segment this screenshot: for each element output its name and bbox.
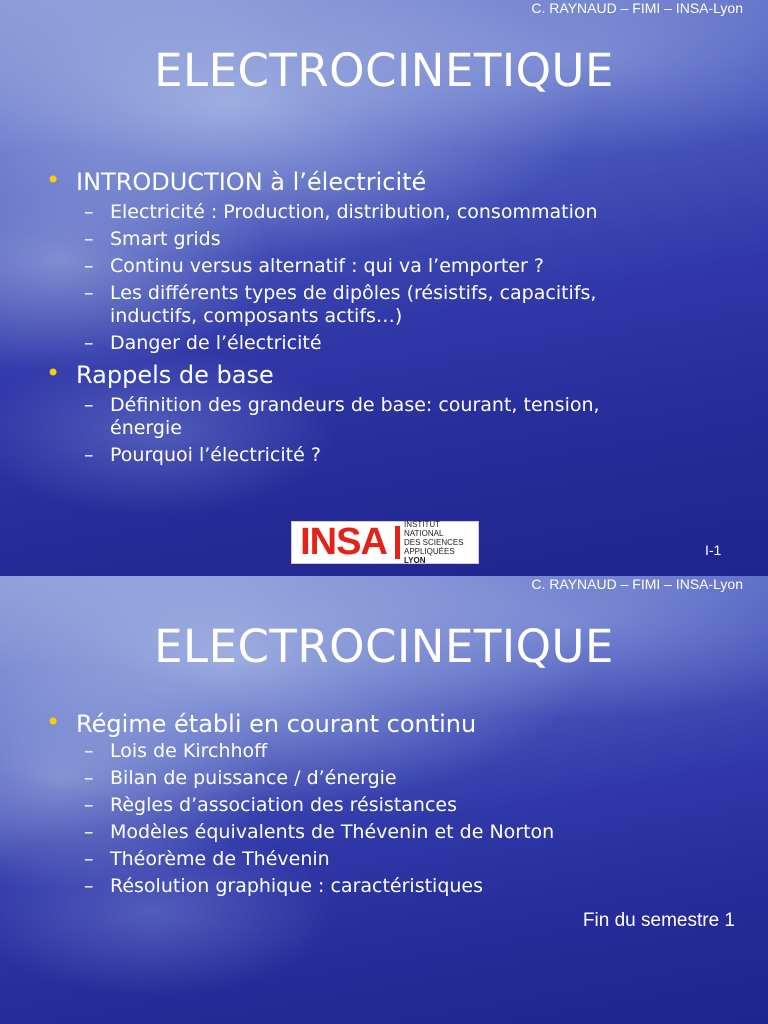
logo-mark: INSA: [292, 522, 395, 563]
list-item: – Modèles équivalents de Thévenin et de Norton: [84, 821, 555, 843]
dash-icon: –: [84, 740, 94, 762]
list-item: – Règles d’association des résistances: [84, 794, 457, 816]
bullet-icon: •: [46, 708, 61, 736]
dash-icon: –: [84, 394, 94, 416]
list-item: – Danger de l’électricité: [84, 332, 322, 354]
dash-icon: –: [84, 794, 94, 816]
section-heading: • Rappels de base: [46, 359, 274, 389]
list-item: – Lois de Kirchhoff: [84, 740, 268, 762]
logo-text: INSTITUT NATIONAL DES SCIENCES APPLIQUÉES LYON: [404, 520, 464, 565]
bullet-icon: •: [46, 166, 61, 194]
list-item: – Continu versus alternatif : qui va l’emporter ?: [84, 255, 544, 277]
list-item: – Pourquoi l’électricité ?: [84, 444, 321, 466]
list-item-continuation: énergie: [110, 417, 182, 439]
dash-icon: –: [84, 282, 94, 304]
slide-body: [46, 710, 728, 898]
logo-bar: [395, 526, 400, 559]
header-credit: C. RAYNAUD – FIMI – INSA-Lyon: [531, 0, 743, 16]
bullet-icon: •: [46, 359, 61, 387]
dash-icon: –: [84, 201, 94, 223]
dash-icon: –: [84, 767, 94, 789]
slide-title: ELECTROCINETIQUE: [154, 44, 614, 97]
list-item: – Définition des grandeurs de base: courant, tension,: [84, 394, 600, 416]
dash-icon: –: [84, 821, 94, 843]
list-item: – Résolution graphique : caractéristiques: [84, 875, 484, 897]
list-item: – Théorème de Thévenin: [84, 848, 330, 870]
dash-icon: –: [84, 228, 94, 250]
insa-logo: [291, 521, 479, 564]
section-heading: • Régime établi en courant continu: [46, 708, 477, 738]
dash-icon: –: [84, 875, 94, 897]
slide-2: [0, 576, 768, 1024]
slide-body: [46, 168, 728, 467]
dash-icon: –: [84, 444, 94, 466]
list-item: – Electricité : Production, distribution, consommation: [84, 201, 598, 223]
list-item: – Bilan de puissance / d’énergie: [84, 767, 397, 789]
dash-icon: –: [84, 848, 94, 870]
list-item: – Smart grids: [84, 228, 221, 250]
list-item-continuation: inductifs, composants actifs…): [110, 305, 403, 327]
footer-note: Fin du semestre 1: [582, 910, 735, 931]
header-credit: C. RAYNAUD – FIMI – INSA-Lyon: [531, 576, 743, 592]
slide-number: I-1: [705, 542, 722, 558]
slide-title: ELECTROCINETIQUE: [154, 620, 614, 673]
list-item: – Les différents types de dipôles (résistifs, capacitifs,: [84, 282, 597, 304]
dash-icon: –: [84, 255, 94, 277]
dash-icon: –: [84, 332, 94, 354]
section-heading: • INTRODUCTION à l’électricité: [46, 166, 427, 196]
